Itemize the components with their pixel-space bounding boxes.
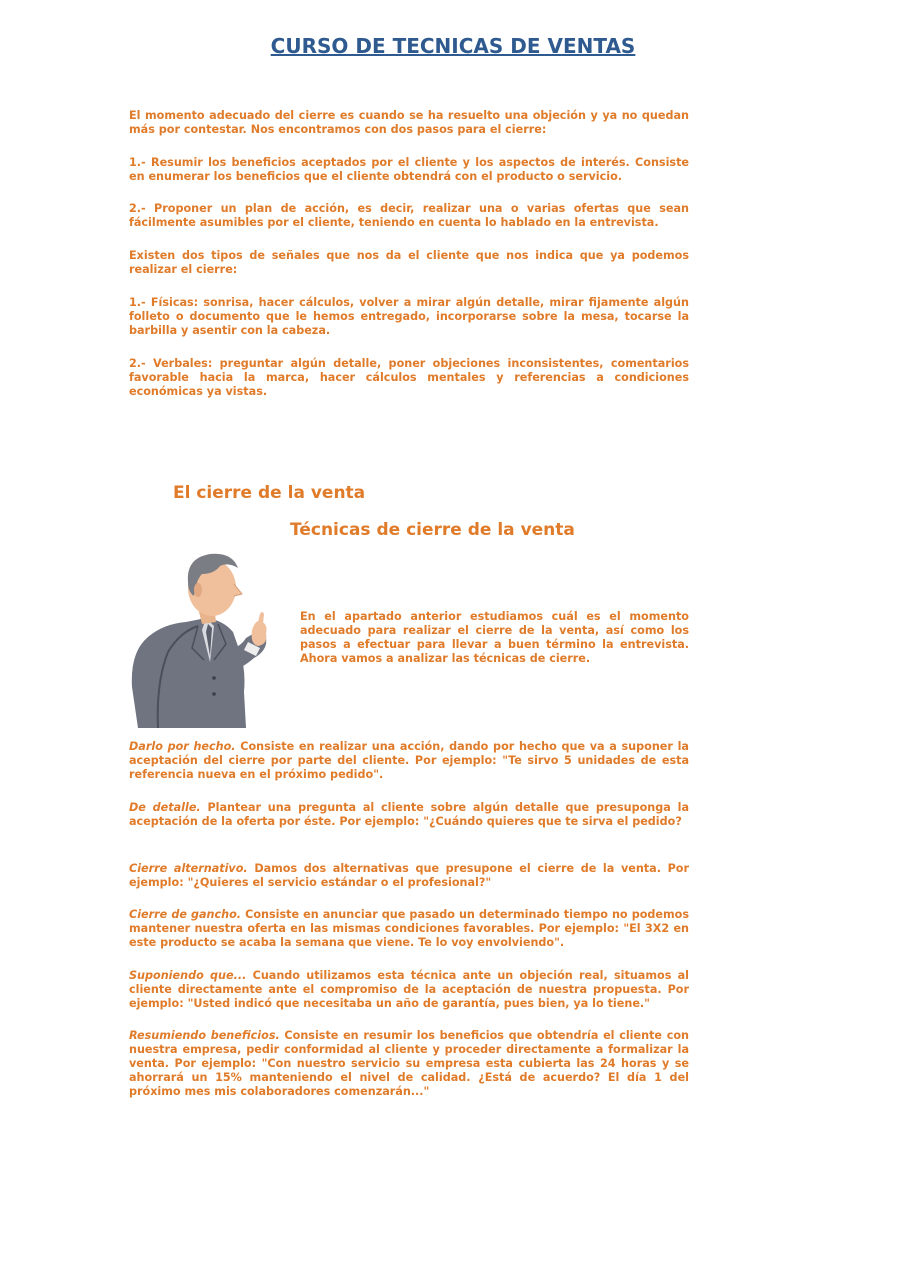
intro-paragraph: 2.- Proponer un plan de acción, es decir, realizar una o varias ofertas que sean fácilmente asumibles por el cliente, teniendo en cuenta lo hablado en la entrevista.	[129, 202, 689, 229]
technique-item	[129, 862, 689, 890]
technique-item	[129, 801, 689, 829]
technique-item	[129, 1029, 689, 1099]
section-subheading: Técnicas de cierre de la venta	[290, 520, 575, 540]
technique-text: Plantear una pregunta al cliente sobre algún detalle que presuponga la aceptación de la oferta por éste. Por ejemplo: "¿Cuándo quieres que te sirva el pedido?	[129, 801, 689, 828]
intro-paragraph: 1.- Físicas: sonrisa, hacer cálculos, volver a mirar algún detalle, mirar fijamente algún folleto o documento que le hemos entregado, incorporarse sobre la mesa, tocarse la barbilla y asentir con la cabeza.	[129, 296, 689, 337]
technique-name: De detalle.	[129, 801, 201, 814]
page-title: CURSO DE TECNICAS DE VENTAS	[270, 34, 636, 58]
technique-name: Suponiendo que...	[129, 969, 247, 982]
businessman-illustration	[128, 552, 278, 728]
technique-item	[129, 740, 689, 782]
technique-name: Resumiendo beneficios.	[129, 1029, 280, 1042]
intro-paragraph: Existen dos tipos de señales que nos da el cliente que nos indica que ya podemos realizar el cierre:	[129, 249, 689, 276]
technique-text: Consiste en anunciar que pasado un determinado tiempo no podemos mantener nuestra oferta en las mismas condiciones favorables. Por ejemplo: "El 3X2 en este producto se acaba la semana que viene. Te lo voy envolviendo".	[129, 908, 689, 949]
intro-paragraph: 1.- Resumir los beneficios aceptados por el cliente y los aspectos de interés. Consiste en enumerar los beneficios que el cliente obtendrá con el producto o servicio.	[129, 156, 689, 183]
technique-item	[129, 969, 689, 1011]
section-intro-paragraph: En el apartado anterior estudiamos cuál es el momento adecuado para realizar el cierre de la venta, así como los pasos a efectuar para llevar a buen término la entrevista. Ahora vamos a analizar las técnicas de cierre.	[300, 610, 689, 665]
technique-name: Cierre de gancho.	[129, 908, 242, 921]
technique-name: Cierre alternativo.	[129, 862, 248, 875]
intro-paragraph: 2.- Verbales: preguntar algún detalle, poner objeciones inconsistentes, comentarios favorable hacia la marca, hacer cálculos mentales y referencias a condiciones económicas ya vistas.	[129, 357, 689, 398]
technique-text: Consiste en resumir los beneficios que obtendría el cliente con nuestra empresa, pedir conformidad al cliente y proceder directamente a formalizar la venta. Por ejemplo: "Con nuestro servicio su empresa esta cubierta las 24 horas y se ahorrará un 15% manteniendo el nivel de calidad. ¿Está de acuerdo? El día 1 del próximo mes mis colaboradores comenzarán..."	[129, 1029, 689, 1098]
technique-name: Darlo por hecho.	[129, 740, 236, 753]
intro-paragraph: El momento adecuado del cierre es cuando se ha resuelto una objeción y ya no quedan más por contestar. Nos encontramos con dos pasos para el cierre:	[129, 109, 689, 136]
technique-text: Cuando utilizamos esta técnica ante un objeción real, situamos al cliente directamente ante el compromiso de la aceptación de nuestra propuesta. Por ejemplo: "Usted indicó que necesitaba un año de garantía, pues bien, ya lo tiene."	[129, 969, 690, 1010]
section-heading: El cierre de la venta	[173, 483, 366, 503]
technique-item	[129, 908, 689, 950]
technique-text: Consiste en realizar una acción, dando por hecho que va a suponer la aceptación del cierre por parte del cliente. Por ejemplo: "Te sirvo 5 unidades de esta referencia nueva en el próximo pedido".	[129, 740, 689, 781]
technique-text: Damos dos alternativas que presupone el cierre de la venta. Por ejemplo: "¿Quieres el servicio estándar o el profesional?"	[129, 862, 689, 889]
